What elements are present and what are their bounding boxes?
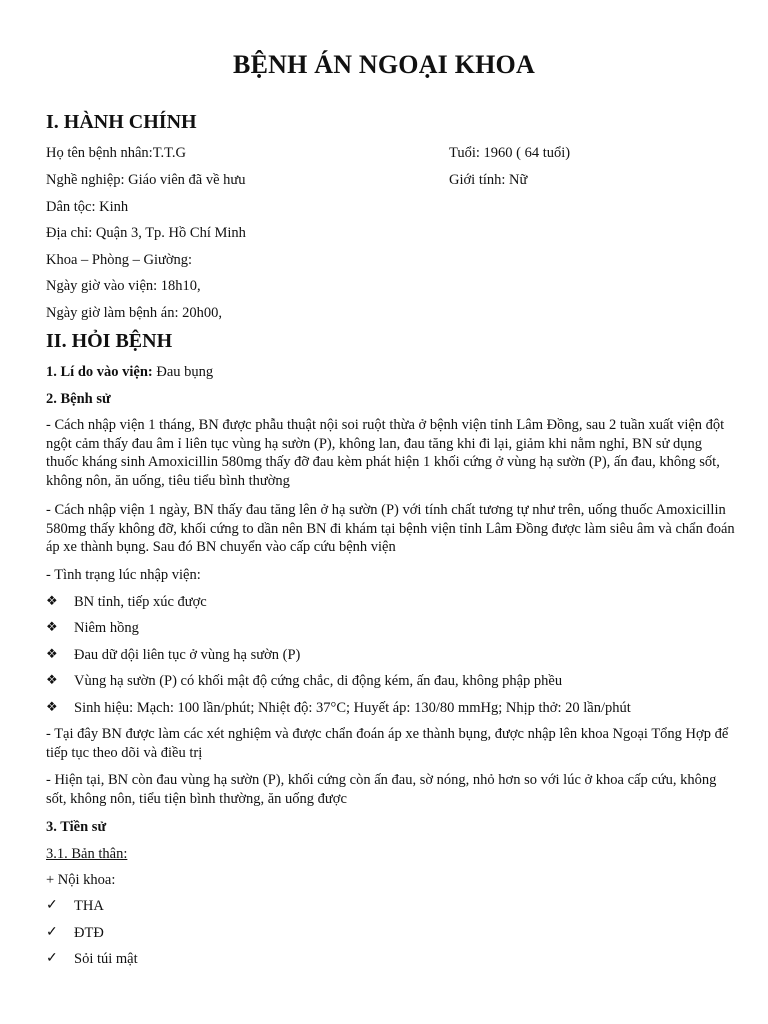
patient-age: Tuổi: 1960 ( 64 tuổi) [449, 145, 571, 161]
admission-status-label: - Tình trạng lúc nhập viện: [46, 567, 201, 583]
diamond-bullet-icon: ❖ [46, 699, 58, 714]
admit-time: Ngày giờ vào viện: 18h10, [46, 278, 201, 294]
status-item: Vùng hạ sườn (P) có khối mật độ cứng chắc, di động kém, ấn đau, không phập phều [74, 673, 563, 689]
patient-ward: Khoa – Phòng – Giường: [46, 252, 193, 268]
reason-line [46, 363, 213, 381]
document-title: BỆNH ÁN NGOẠI KHOA [233, 50, 535, 79]
patient-name: Họ tên bệnh nhân:T.T.G [46, 145, 186, 161]
condition-item: ĐTĐ [74, 925, 104, 941]
patient-sex: Giới tính: Nữ [449, 172, 528, 188]
patient-job: Nghề nghiệp: Giáo viên đã về hưu [46, 172, 246, 188]
illness-history-heading: 2. Bệnh sử [46, 391, 111, 407]
section-heading-history: II. HỎI BỆNH [46, 330, 173, 352]
status-item: Đau dữ dội liên tục ở vùng hạ sườn (P) [74, 647, 301, 663]
status-item: Niêm hồng [74, 620, 139, 636]
condition-item: Sỏi túi mật [74, 951, 138, 967]
diamond-bullet-icon: ❖ [46, 646, 58, 661]
condition-item: THA [74, 898, 104, 914]
history-paragraph-2: - Cách nhập viện 1 ngày, BN thấy đau tăng lên ở hạ sườn (P) với tính chất tương tự như trên, uống thuốc Amoxicillin 580mg thấy không đỡ, khối cứng to dần nên BN đi khám tại bệnh viện tỉnh Lâm Đồng được làm siêu âm và chẩn đoán áp xe thành bụng. Sau đó BN chuyển vào cấp cứu bệnh viện [46, 502, 735, 555]
reason-label: 1. Lí do vào viện: [46, 364, 153, 380]
check-icon: ✓ [46, 925, 58, 940]
diamond-bullet-icon: ❖ [46, 619, 58, 634]
past-history-heading: 3. Tiền sử [46, 819, 107, 835]
history-paragraph-1: - Cách nhập viện 1 tháng, BN được phẫu thuật nội soi ruột thừa ở bệnh viện tỉnh Lâm Đồng, sau 2 tuần xuất viện đột ngột cảm thấy đau âm ỉ liên tục vùng hạ sườn (P), không lan, đau tăng khi đi lại, giảm khi nằm nghỉ, BN sử dụng thuốc kháng sinh Amoxicillin 580mg thấy đỡ đau kèm phát hiện 1 khối cứng ở vùng hạ sườn (P), ấn đau, không sốt, không nôn, ăn uống, tiêu tiểu bình thường [46, 417, 725, 489]
history-paragraph-4: - Hiện tại, BN còn đau vùng hạ sườn (P), khối cứng còn ấn đau, sờ nóng, nhỏ hơn so với lúc ở khoa cấp cứu, không sốt, không nôn, tiểu tiện bình thường, ăn uống được [46, 772, 717, 807]
patient-ethnic: Dân tộc: Kinh [46, 199, 129, 215]
vital-signs-item: Sinh hiệu: Mạch: 100 lần/phút; Nhiệt độ: 37°C; Huyết áp: 130/80 mmHg; Nhịp thở: 20 lần/phút [74, 700, 631, 716]
reason-value: Đau bụng [152, 364, 214, 380]
internal-medicine-label: + Nội khoa: [46, 872, 116, 888]
personal-history-heading: 3.1. Bản thân: [46, 846, 128, 862]
status-item: BN tỉnh, tiếp xúc được [74, 594, 207, 610]
diamond-bullet-icon: ❖ [46, 672, 58, 687]
check-icon: ✓ [46, 898, 58, 913]
diamond-bullet-icon: ❖ [46, 593, 58, 608]
patient-address: Địa chỉ: Quận 3, Tp. Hồ Chí Minh [46, 225, 246, 241]
record-time: Ngày giờ làm bệnh án: 20h00, [46, 305, 222, 321]
history-paragraph-3: - Tại đây BN được làm các xét nghiệm và được chẩn đoán áp xe thành bụng, được nhập lên khoa Ngoại Tổng Hợp để tiếp tục theo dõi và điều trị [46, 726, 729, 761]
section-heading-administrative: I. HÀNH CHÍNH [46, 111, 197, 133]
check-icon: ✓ [46, 951, 58, 966]
